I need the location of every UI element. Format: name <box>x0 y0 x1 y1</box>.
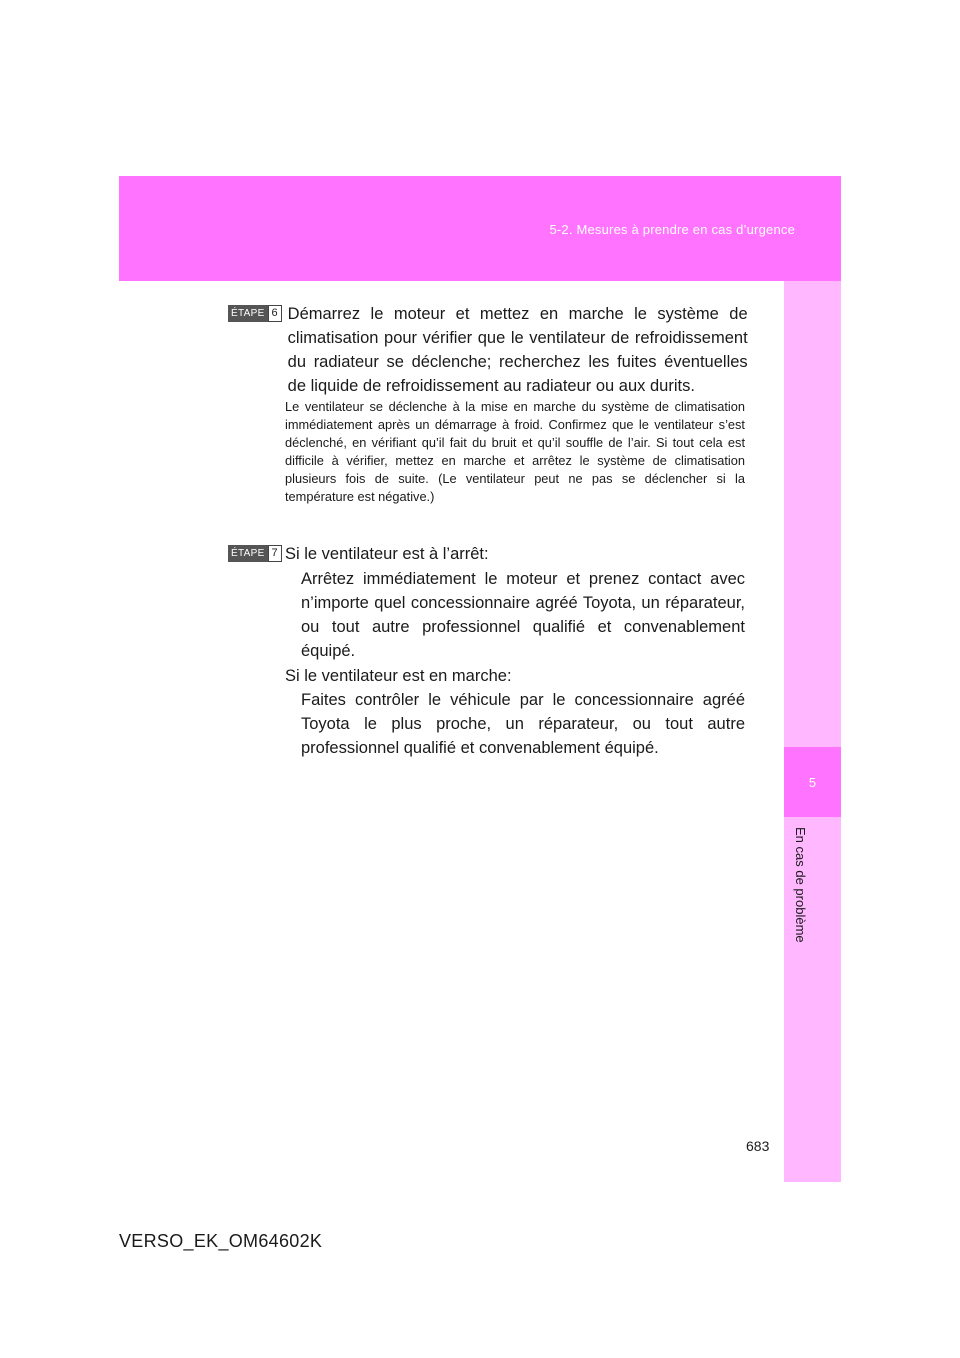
step-badge <box>228 305 282 322</box>
step-badge <box>228 545 282 562</box>
step-instruction: Démarrez le moteur et mettez en marche le système de climatisation pour vérifier que le ventilateur de refroidissement du radiateur se déclenche; recherchez les fuites éventuelles de liquide de refroidissement au radiateur ou aux durits. <box>287 305 748 395</box>
step-badge-word: ÉTAPE <box>228 305 268 322</box>
case-action: Arrêtez immédiatement le moteur et prenez contact avec n’importe quel concessionnaire agréé Toyota, un réparateur, ou tout autre professionnel qualifié et convenablement équipé. <box>301 570 745 660</box>
case-condition: Si le ventilateur est en marche: <box>285 667 512 685</box>
step-badge-number: 7 <box>268 545 282 562</box>
step-badge-number: 6 <box>268 305 282 322</box>
case-action: Faites contrôler le véhicule par le concessionnaire agréé Toyota le plus proche, un réparateur, ou tout autre professionnel qualifié et convenablement équipé. <box>301 691 745 757</box>
page-number: 683 <box>746 1138 770 1154</box>
chapter-side-strip <box>784 281 841 1182</box>
step-note: Le ventilateur se déclenche à la mise en marche du système de climatisation immédiatement après un démarrage à froid. Confirmez que le ventilateur s’est déclenché, en vérifiant qu’il fait du bruit et qu’il souffle de l’air. Si tout cela est difficile à vérifier, mettez en marche et arrêtez le système de climatisation plusieurs fois de suite. (Le ventilateur peut ne pas se déclencher si la température est négative.) <box>285 399 745 504</box>
step-7 <box>228 542 282 562</box>
chapter-label: En cas de problème <box>793 827 808 943</box>
case-condition: Si le ventilateur est à l’arrêt: <box>285 545 489 563</box>
section-header <box>119 176 841 281</box>
step-6 <box>228 302 748 398</box>
section-title: 5-2. Mesures à prendre en cas d’urgence <box>549 222 795 237</box>
chapter-number-tab: 5 <box>784 747 841 817</box>
step-badge-word: ÉTAPE <box>228 545 268 562</box>
document-code: VERSO_EK_OM64602K <box>119 1231 323 1251</box>
